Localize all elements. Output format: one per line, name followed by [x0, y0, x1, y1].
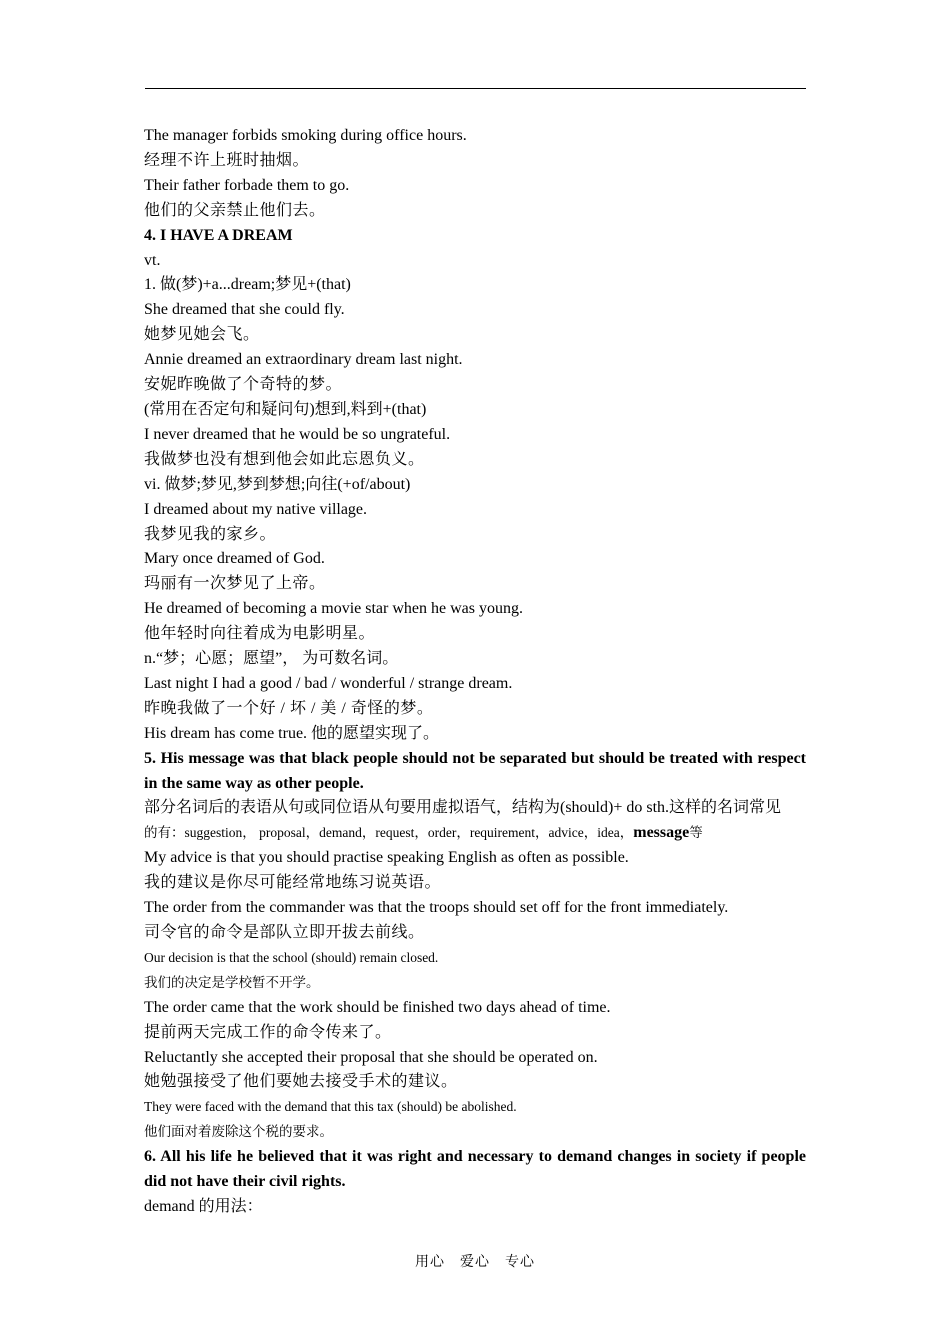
example-translation: 他年轻时向往着成为电影明星。: [144, 625, 376, 643]
example-sentence: I dreamed about my native village.: [144, 500, 368, 518]
usage-note: n.“梦；心愿；愿望”， 为可数名词。: [144, 650, 399, 668]
example-translation: 她梦见她会飞。: [144, 326, 260, 344]
page-footer: 用心 爱心 专心: [415, 1255, 535, 1270]
example-translation: 我的建议是你尽可能经常地练习说英语。: [144, 874, 442, 892]
example-translation: 安妮昨晚做了个奇特的梦。: [144, 376, 343, 394]
example-sentence: Last night I had a good / bad / wonderful / strange dream.: [144, 674, 513, 692]
example-sentence: The order from the commander was that the troops should set off for the front immediately.: [144, 899, 729, 917]
example-translation: 我梦见我的家乡。: [144, 525, 277, 543]
usage-note: vi. 做梦;梦见,梦到梦想;向往(+of/about): [144, 475, 411, 493]
usage-note: 1. 做(梦)+a...dream;梦见+(that): [144, 276, 351, 294]
example-sentence: My advice is that you should practise speaking English as often as possible.: [144, 849, 629, 867]
part-of-speech: vt.: [144, 251, 161, 269]
example-translation: 她勉强接受了他们要她去接受手术的建议。: [144, 1073, 458, 1091]
document-body: [144, 124, 806, 1220]
example-sentence: The manager forbids smoking during office hours.: [144, 127, 467, 144]
example-sentence: Annie dreamed an extraordinary dream last night.: [144, 351, 463, 369]
section-heading: 6. All his life he believed that it was right and necessary to demand changes in society if people did not have their civil rights.: [144, 1148, 806, 1191]
usage-note: (常用在否定句和疑问句)想到,料到+(that): [144, 400, 427, 418]
example-sentence: Our decision is that the school (should) remain closed.: [144, 949, 439, 965]
example-translation: 我做梦也没有想到他会如此忘恩负义。: [144, 450, 425, 468]
usage-note: 部分名词后的表语从句或同位语从句要用虚拟语气，结构为(should)+ do sth.这样的名词常见: [144, 799, 782, 817]
example-sentence: They were faced with the demand that this tax (should) be abolished.: [144, 1099, 517, 1115]
header-rule: [145, 88, 806, 89]
example-translation: 他们面对着废除这个税的要求。: [144, 1124, 333, 1140]
section-heading: 4. I HAVE A DREAM: [144, 226, 293, 244]
example-sentence: He dreamed of becoming a movie star when he was young.: [144, 600, 523, 618]
example-translation: 他们的父亲禁止他们去。: [144, 201, 326, 219]
example-translation: 司令官的命令是部队立即开拔去前线。: [144, 924, 425, 941]
example-sentence: Mary once dreamed of God.: [144, 550, 325, 568]
noun-list-emphasis: message: [633, 824, 690, 842]
example-sentence: The order came that the work should be finished two days ahead of time.: [144, 998, 611, 1016]
example-translation: 经理不许上班时抽烟。: [144, 151, 310, 169]
example-sentence: She dreamed that she could fly.: [144, 301, 345, 319]
section-heading: 5. His message was that black people should not be separated but should be treated with respect in the same way as other people.: [144, 749, 806, 792]
example-translation: 昨晚我做了一个好 / 坏 / 美 / 奇怪的梦。: [144, 699, 434, 717]
example-sentence: His dream has come true. 他的愿望实现了。: [144, 724, 440, 742]
noun-list: 的有：suggestion， proposal，demand，request，order，requirement，advice，idea，: [144, 825, 634, 841]
example-sentence: Reluctantly she accepted their proposal that she should be operated on.: [144, 1048, 598, 1066]
example-translation: 我们的决定是学校暂不开学。: [144, 974, 320, 990]
usage-note: [144, 821, 806, 846]
example-sentence: Their father forbade them to go.: [144, 176, 350, 194]
example-translation: 提前两天完成工作的命令传来了。: [144, 1023, 392, 1041]
example-translation: 玛丽有一次梦见了上帝。: [144, 575, 326, 593]
usage-note: demand 的用法：: [144, 1197, 263, 1215]
example-sentence: I never dreamed that he would be so ungrateful.: [144, 425, 451, 443]
noun-list-suffix: 等: [689, 825, 703, 841]
